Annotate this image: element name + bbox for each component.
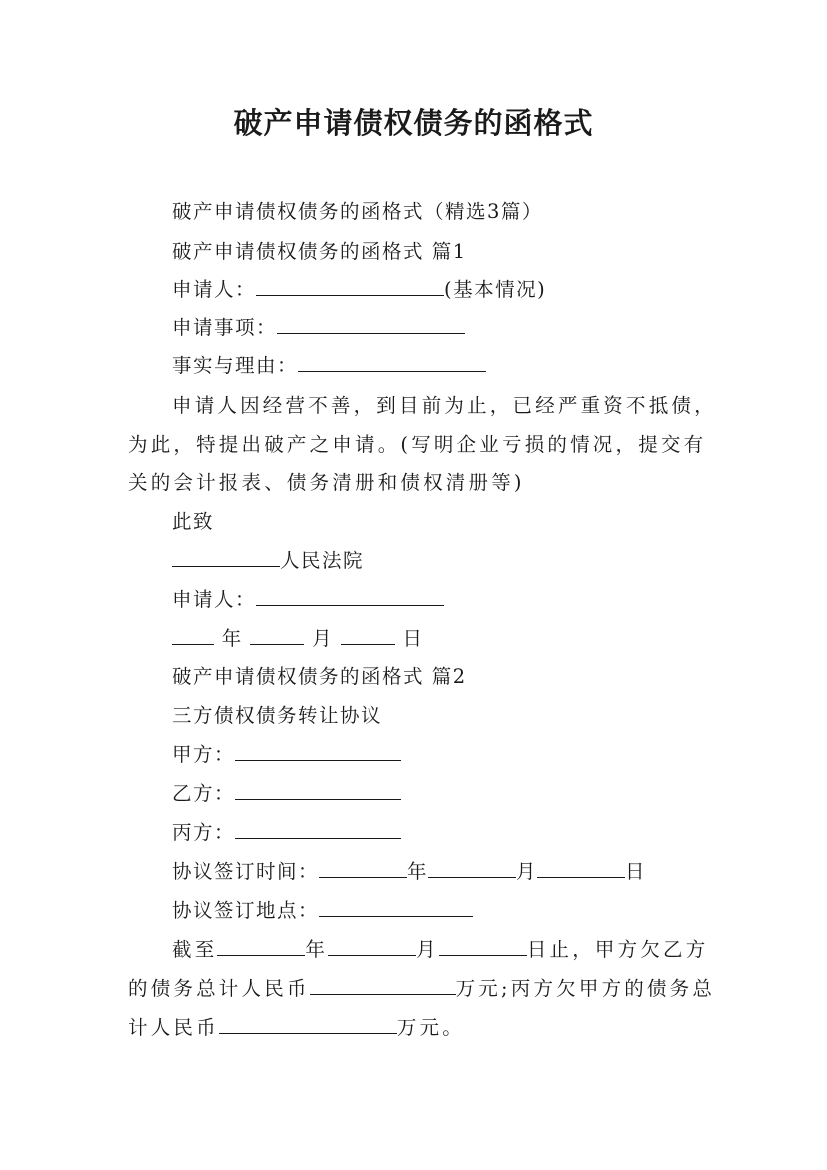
day-blank xyxy=(341,626,395,645)
applicant-suffix: (基本情况) xyxy=(444,278,547,301)
day-label: 日 xyxy=(402,627,424,650)
cutoff-day-blank xyxy=(439,937,527,956)
party-a-blank xyxy=(235,742,401,761)
sign-day-blank xyxy=(537,859,625,878)
debt-line-2-suffix: 万元;丙方欠甲方的债务总 xyxy=(455,977,716,1000)
cutoff-month-blank xyxy=(328,937,416,956)
year-label: 年 xyxy=(221,627,243,650)
signature-line xyxy=(172,586,444,614)
sign-place-line xyxy=(172,897,473,925)
sign-month-blank xyxy=(428,859,516,878)
cutoff-prefix: 截至 xyxy=(172,938,218,961)
month-label: 月 xyxy=(312,627,334,650)
agreement-title: 三方债权债务转让协议 xyxy=(172,704,383,727)
sign-month-label: 月 xyxy=(516,860,538,883)
date-line-1 xyxy=(172,625,424,653)
matter-label: 申请事项： xyxy=(172,316,278,339)
debt-amount-1-blank xyxy=(310,976,456,995)
matter-blank xyxy=(277,315,465,334)
party-c-blank xyxy=(235,820,401,839)
reason-line xyxy=(172,352,486,380)
signature-label: 申请人： xyxy=(172,588,257,611)
document-title: 破产申请债权债务的函格式 xyxy=(233,106,594,140)
paragraph-line-3: 关的会计报表、债务清册和债权清册等) xyxy=(128,471,525,494)
party-b-label: 乙方： xyxy=(172,782,236,805)
intro-line: 破产申请债权债务的函格式（精选3篇） xyxy=(172,200,543,223)
court-line xyxy=(172,547,364,575)
salutation: 此致 xyxy=(172,510,215,533)
reason-label: 事实与理由： xyxy=(172,354,299,377)
reason-blank xyxy=(298,353,486,372)
section-heading-1: 破产申请债权债务的函格式 篇1 xyxy=(172,240,467,263)
cutoff-year-label: 年 xyxy=(305,938,329,961)
sign-time-line xyxy=(172,858,646,886)
signature-blank xyxy=(256,587,444,606)
applicant-blank xyxy=(256,277,444,296)
cutoff-day-text: 日止，甲方欠乙方 xyxy=(526,938,709,961)
sign-place-label: 协议签订地点： xyxy=(172,899,320,922)
cutoff-month-label: 月 xyxy=(416,938,439,961)
debt-line-3-prefix: 计人民币 xyxy=(128,1016,219,1039)
debt-line-3-suffix: 万元。 xyxy=(396,1016,465,1039)
sign-place-blank xyxy=(319,898,473,917)
court-blank xyxy=(172,548,280,567)
debt-amount-2-blank xyxy=(219,1015,397,1034)
party-c-label: 丙方： xyxy=(172,821,236,844)
cutoff-year-blank xyxy=(217,937,305,956)
sign-day-label: 日 xyxy=(625,860,647,883)
section-heading-2: 破产申请债权债务的函格式 篇2 xyxy=(172,665,467,688)
year-blank xyxy=(172,626,214,645)
paragraph-line-2: 为此，特提出破产之申请。(写明企业亏损的情况，提交有 xyxy=(128,433,707,456)
matter-line xyxy=(172,314,465,342)
debt-line-2 xyxy=(128,975,715,1003)
party-b-blank xyxy=(235,781,401,800)
cutoff-line xyxy=(172,936,708,964)
month-blank xyxy=(250,626,304,645)
applicant-line xyxy=(172,276,546,304)
party-a-label: 甲方： xyxy=(172,743,236,766)
party-b-line xyxy=(172,780,401,808)
debt-line-2-prefix: 的债务总计人民币 xyxy=(128,977,310,1000)
court-suffix: 人民法院 xyxy=(280,549,365,572)
applicant-label: 申请人： xyxy=(172,278,257,301)
sign-time-label: 协议签订时间： xyxy=(172,860,320,883)
sign-year-label: 年 xyxy=(407,860,429,883)
party-a-line xyxy=(172,741,401,769)
paragraph-line-1: 申请人因经营不善，到目前为止，已经严重资不抵债， xyxy=(172,394,717,417)
sign-year-blank xyxy=(319,859,407,878)
debt-line-3 xyxy=(128,1014,465,1042)
party-c-line xyxy=(172,819,401,847)
